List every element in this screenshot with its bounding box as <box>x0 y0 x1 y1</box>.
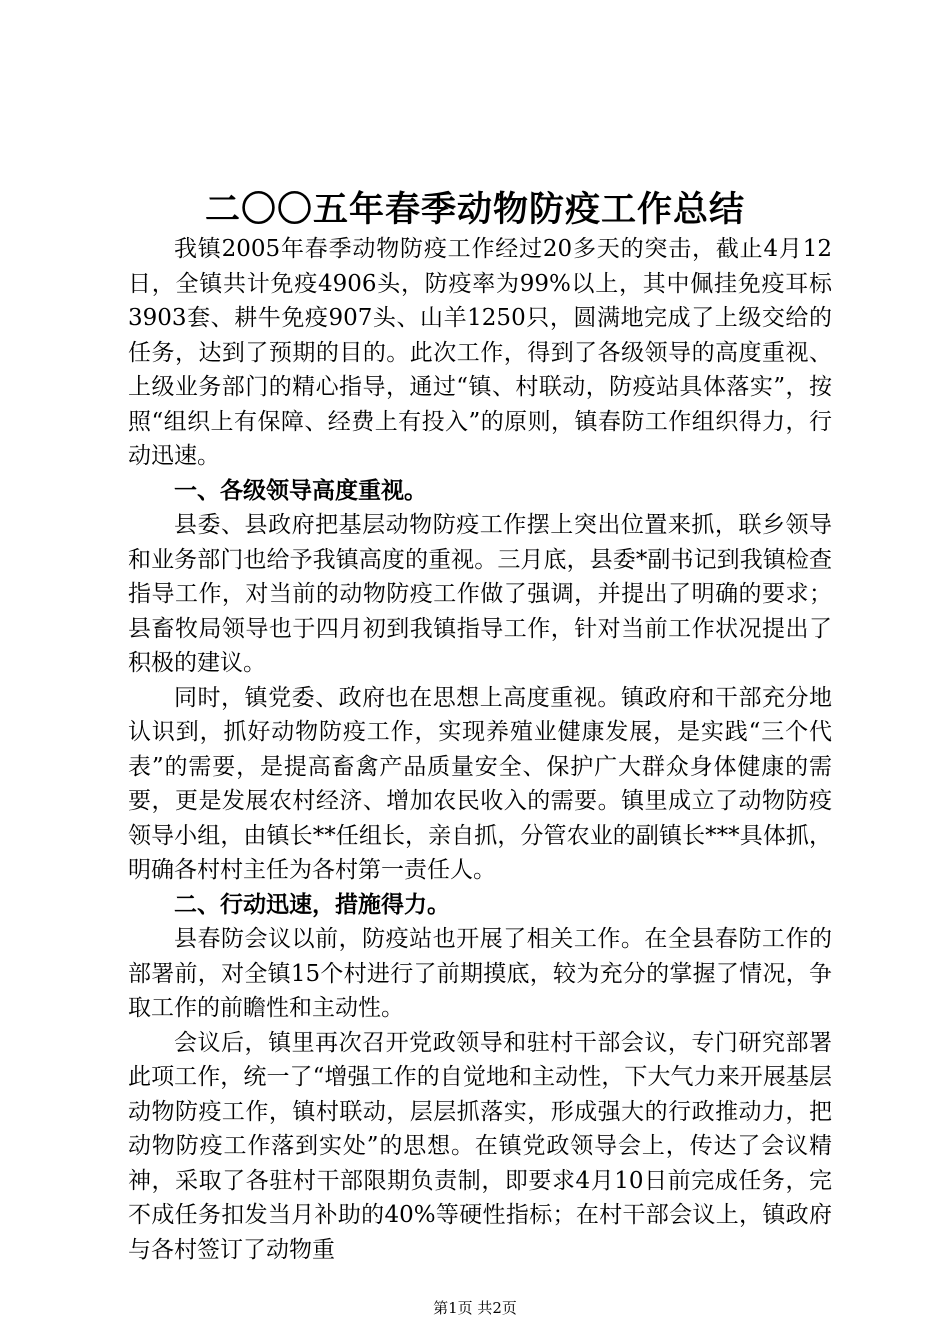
document-body <box>128 232 832 1267</box>
paragraph-after-meeting: 会议后，镇里再次召开党政领导和驻村干部会议，专门研究部署此项工作，统一了“增强工作的自觉地和主动性，下大气力来开展基层动物防疫工作，镇村联动，层层抓落实，形成强大的行政推动力，把动物防疫工作落到实处”的思想。在镇党政领导会上，传达了会议精神，采取了各驻村干部限期负责制，即要求4月10日前完成任务，完不成任务扣发当月补助的40%等硬性指标；在村干部会议上，镇政府与各村签订了动物重 <box>128 1029 832 1263</box>
paragraph-before-meeting: 县春防会议以前，防疫站也开展了相关工作。在全县春防工作的部署前，对全镇15个村进行了前期摸底，较为充分的掌握了情况，争取工作的前瞻性和主动性。 <box>128 926 832 1021</box>
section-heading-1: 一、各级领导高度重视。 <box>174 477 427 504</box>
section-heading-2: 二、行动迅速，措施得力。 <box>174 891 450 918</box>
paragraph-intro: 我镇2005年春季动物防疫工作经过20多天的突击，截止4月12日，全镇共计免疫4906头，防疫率为99%以上，其中佩挂免疫耳标3903套、耕牛免疫907头、山羊1250只，圆满地完成了上级交给的任务，达到了预期的目的。此次工作，得到了各级领导的高度重视、上级业务部门的精心指导，通过“镇、村联动，防疫站具体落实”，按照“组织上有保障、经费上有投入”的原则，镇春防工作组织得力，行动迅速。 <box>128 236 832 469</box>
paragraph-leadership-county: 县委、县政府把基层动物防疫工作摆上突出位置来抓，联乡领导和业务部门也给予我镇高度的重视。三月底，县委*副书记到我镇检查指导工作，对当前的动物防疫工作做了强调，并提出了明确的要求；县畜牧局领导也于四月初到我镇指导工作，针对当前工作状况提出了积极的建议。 <box>128 512 832 676</box>
document-title: 二〇〇五年春季动物防疫工作总结 <box>204 189 745 230</box>
paragraph-leadership-town: 同时，镇党委、政府也在思想上高度重视。镇政府和干部充分地认识到，抓好动物防疫工作，实现养殖业健康发展，是实践“三个代表”的需要，是提高畜禽产品质量安全、保护广大群众身体健康的需要，更是发展农村经济、增加农民收入的需要。镇里成立了动物防疫领导小组，由镇长**任组长，亲自抓，分管农业的副镇长***具体抓，明确各村村主任为各村第一责任人。 <box>128 684 832 883</box>
page-footer: 第1页 共2页 <box>433 1299 517 1317</box>
